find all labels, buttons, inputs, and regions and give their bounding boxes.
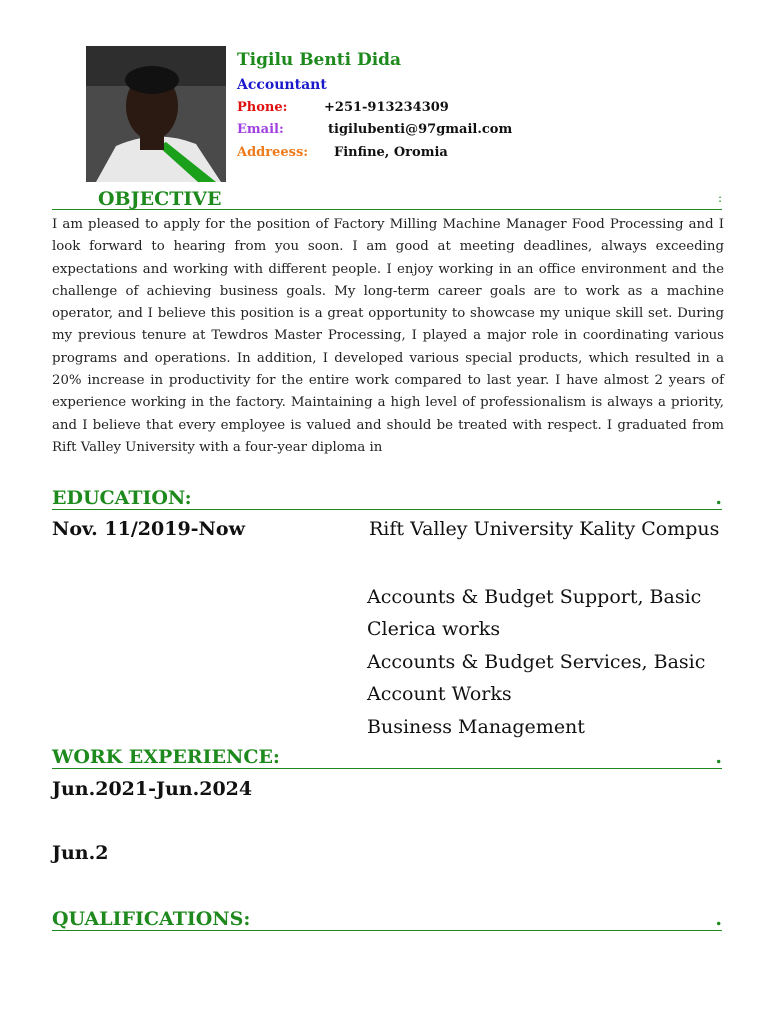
objective-paragraph: I am pleased to apply for the position of Factory Milling Machine Manager Food Processing and I look forward to hearing from you soon. I am good at meeting deadlines, always exceeding expectations and working with different people. I enjoy working in an office environment and the challenge of achieving business goals. My long-term career goals are to work as a machine operator, and I believe this position is a great opportunity to showcase my unique skill set. During my previous tenure at Tewdros Master Processing, I played a major role in coordinating various programs and operations. In addition, I developed various special products, which resulted in a 20% increase in productivity for the entire work compared to last year. I have almost 2 years of experience working in the factory. Maintaining a high level of professionalism is always a priority, and I believe that every employee is valued and should be treated with respect. I graduated from Rift Valley University with a four-year diploma in <box>52 217 724 455</box>
education-item: Business Management <box>367 715 585 738</box>
work-heading-tail: . <box>715 746 722 768</box>
job-title: Accountant <box>237 77 327 93</box>
email-row <box>237 122 513 137</box>
objective-heading-tail: : <box>717 191 722 205</box>
education-school: Rift Valley University Kality Compus <box>369 518 720 540</box>
qualifications-heading <box>52 908 722 931</box>
work-experience-title: WORK EXPERIENCE: <box>52 746 280 768</box>
phone-label: Phone: <box>237 100 288 115</box>
qualifications-title: QUALIFICATIONS: <box>52 908 251 930</box>
education-list <box>367 581 707 743</box>
work-experience-heading <box>52 746 722 769</box>
education-heading <box>52 487 722 510</box>
education-heading-tail: . <box>715 487 722 509</box>
work-date: Jun.2 <box>52 842 109 864</box>
address-row <box>237 145 448 160</box>
education-date: Nov. 11/2019-Now <box>52 518 245 540</box>
email-value: tigilubenti@97gmail.com <box>328 122 513 137</box>
address-label: Addreess: <box>237 145 309 160</box>
education-title: EDUCATION: <box>52 487 192 509</box>
address-value: Finfine, Oromia <box>334 145 448 160</box>
objective-title: OBJECTIVE <box>98 188 222 210</box>
objective-heading <box>52 187 722 210</box>
portrait-image <box>86 46 226 182</box>
candidate-name: Tigilu Benti Dida <box>237 50 402 70</box>
email-label: Email: <box>237 122 284 137</box>
phone-value: +251-913234309 <box>324 100 449 115</box>
education-item: Accounts & Budget Support, Basic Clerica works <box>367 586 702 641</box>
phone-row <box>237 100 449 115</box>
profile-photo <box>86 46 226 182</box>
work-date: Jun.2021-Jun.2024 <box>52 778 253 800</box>
qualifications-heading-tail: . <box>715 908 722 930</box>
education-item: Accounts & Budget Services, Basic Account Works <box>367 650 706 706</box>
